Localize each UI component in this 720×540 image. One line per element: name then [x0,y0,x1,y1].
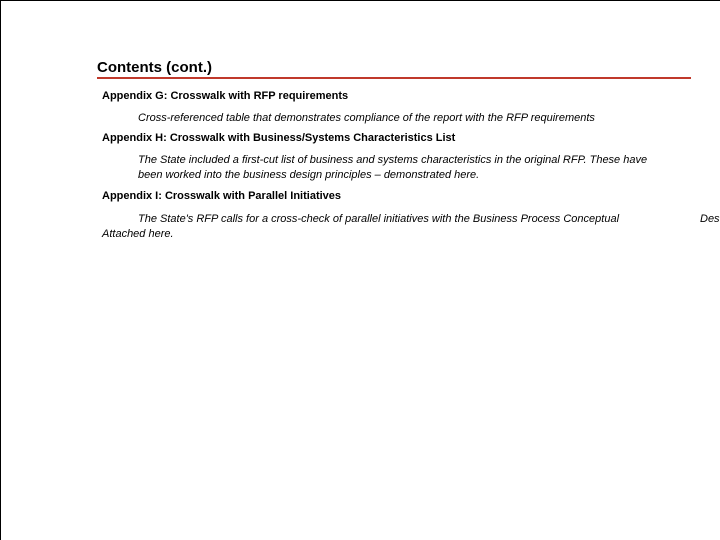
section-heading-appendix-i: Appendix I: Crosswalk with Parallel Initiatives [102,190,342,202]
section-body-appendix-h-line-1: The State included a first-cut list of business and systems characteristics in the original RFP. These have [138,154,648,166]
section-body-appendix-i-line-2: Attached here. [102,228,174,240]
section-body-appendix-g-line-1: Cross-referenced table that demonstrates compliance of the report with the RFP requirements [138,112,595,124]
section-body-appendix-i-line-1: The State's RFP calls for a cross-check of parallel initiatives with the Business Process Conceptual [138,213,620,225]
section-body-appendix-i-overflow-fragment: Des [700,213,720,225]
section-heading-appendix-g: Appendix G: Crosswalk with RFP requirements [102,90,349,102]
section-body-appendix-h-line-2: been worked into the business design principles – demonstrated here. [138,169,480,181]
section-heading-appendix-h: Appendix H: Crosswalk with Business/Systems Characteristics List [102,132,456,144]
title-rule [97,77,691,79]
page-title: Contents (cont.) [97,59,212,76]
